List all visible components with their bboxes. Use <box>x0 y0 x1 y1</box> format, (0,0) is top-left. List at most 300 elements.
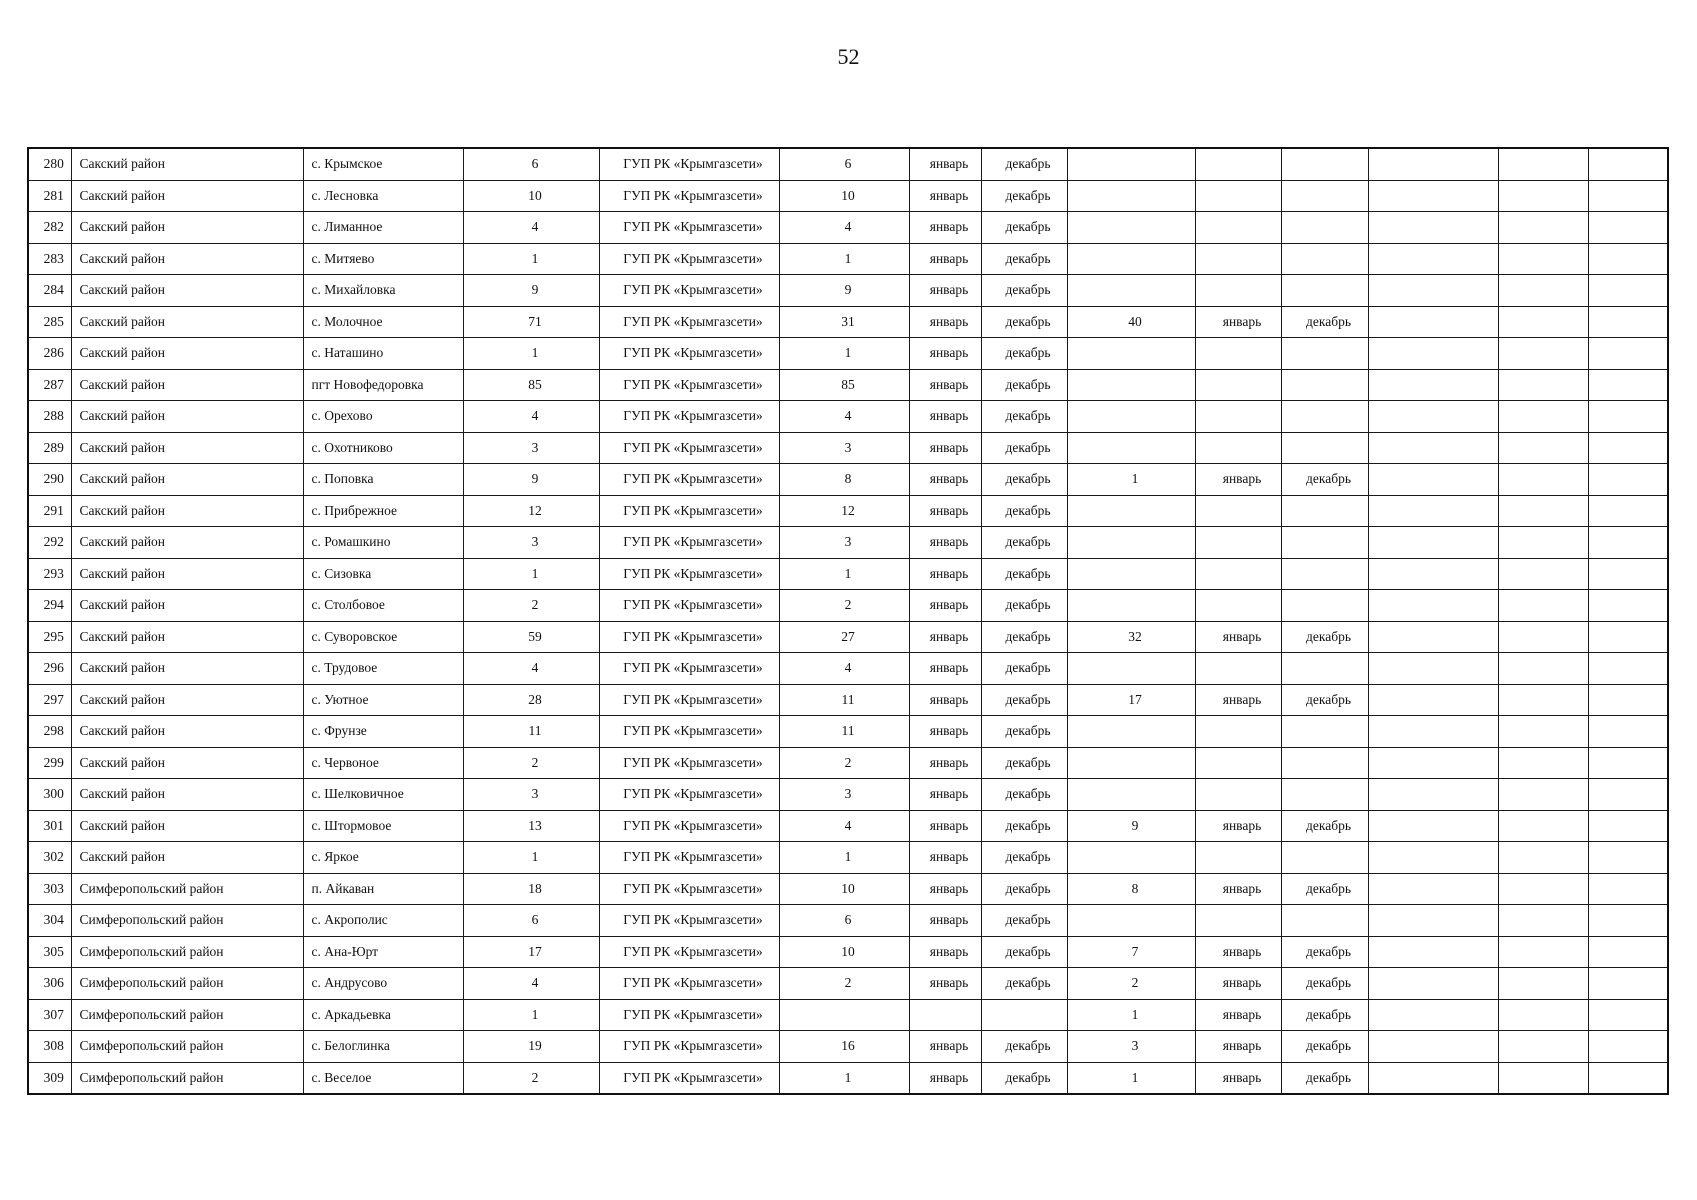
row-number-cell: 291 <box>28 495 71 527</box>
stage1-count-cell: 6 <box>779 905 909 937</box>
empty-cell <box>1588 275 1668 307</box>
empty-cell <box>1588 1062 1668 1094</box>
row-number-cell: 292 <box>28 527 71 559</box>
stage1-count-cell: 16 <box>779 1031 909 1063</box>
total-count-cell: 4 <box>463 212 599 244</box>
stage2-count-cell: 40 <box>1067 306 1195 338</box>
empty-cell <box>1368 1031 1498 1063</box>
empty-cell <box>1588 243 1668 275</box>
stage2-end-cell: декабрь <box>1281 873 1368 905</box>
total-count-cell: 11 <box>463 716 599 748</box>
settlement-cell: с. Акрополис <box>303 905 463 937</box>
empty-cell <box>1588 779 1668 811</box>
stage2-end-cell <box>1281 779 1368 811</box>
empty-cell <box>1588 180 1668 212</box>
empty-cell <box>1368 590 1498 622</box>
settlement-cell: с. Трудовое <box>303 653 463 685</box>
stage2-start-cell: январь <box>1195 873 1281 905</box>
stage1-end-cell: декабрь <box>981 558 1067 590</box>
empty-cell <box>1498 432 1588 464</box>
total-count-cell: 4 <box>463 401 599 433</box>
organization-cell: ГУП РК «Крымгазсети» <box>599 1031 779 1063</box>
stage2-count-cell <box>1067 243 1195 275</box>
total-count-cell: 9 <box>463 275 599 307</box>
stage2-end-cell <box>1281 716 1368 748</box>
district-cell: Сакский район <box>71 212 303 244</box>
stage1-count-cell: 2 <box>779 747 909 779</box>
table-row <box>28 779 1668 811</box>
stage2-end-cell: декабрь <box>1281 1062 1368 1094</box>
table-row <box>28 684 1668 716</box>
table-row <box>28 810 1668 842</box>
settlement-cell: с. Лесновка <box>303 180 463 212</box>
stage1-start-cell: январь <box>909 495 981 527</box>
stage1-end-cell: декабрь <box>981 936 1067 968</box>
stage2-end-cell <box>1281 369 1368 401</box>
settlement-cell: с. Белоглинка <box>303 1031 463 1063</box>
empty-cell <box>1498 621 1588 653</box>
empty-cell <box>1588 527 1668 559</box>
settlement-cell: с. Яркое <box>303 842 463 874</box>
settlement-cell: с. Суворовское <box>303 621 463 653</box>
row-number-cell: 306 <box>28 968 71 1000</box>
stage1-start-cell: январь <box>909 684 981 716</box>
stage2-count-cell <box>1067 369 1195 401</box>
stage1-start-cell: январь <box>909 432 981 464</box>
stage1-count-cell: 85 <box>779 369 909 401</box>
stage2-count-cell: 7 <box>1067 936 1195 968</box>
empty-cell <box>1588 148 1668 180</box>
stage1-end-cell: декабрь <box>981 842 1067 874</box>
stage2-end-cell <box>1281 432 1368 464</box>
stage1-start-cell: январь <box>909 401 981 433</box>
total-count-cell: 4 <box>463 653 599 685</box>
stage2-end-cell <box>1281 148 1368 180</box>
stage2-count-cell: 2 <box>1067 968 1195 1000</box>
table-row <box>28 590 1668 622</box>
stage1-count-cell: 9 <box>779 275 909 307</box>
empty-cell <box>1498 243 1588 275</box>
stage2-start-cell <box>1195 527 1281 559</box>
empty-cell <box>1498 212 1588 244</box>
empty-cell <box>1368 936 1498 968</box>
empty-cell <box>1368 180 1498 212</box>
empty-cell <box>1368 999 1498 1031</box>
plan-table <box>27 147 1669 1095</box>
empty-cell <box>1588 306 1668 338</box>
stage1-count-cell: 10 <box>779 936 909 968</box>
stage1-count-cell: 12 <box>779 495 909 527</box>
stage2-start-cell <box>1195 653 1281 685</box>
settlement-cell: с. Поповка <box>303 464 463 496</box>
empty-cell <box>1368 212 1498 244</box>
stage1-count-cell: 3 <box>779 527 909 559</box>
stage1-start-cell: январь <box>909 873 981 905</box>
district-cell: Сакский район <box>71 684 303 716</box>
organization-cell: ГУП РК «Крымгазсети» <box>599 779 779 811</box>
stage2-end-cell <box>1281 842 1368 874</box>
stage1-count-cell: 1 <box>779 558 909 590</box>
organization-cell: ГУП РК «Крымгазсети» <box>599 716 779 748</box>
empty-cell <box>1498 148 1588 180</box>
table-body <box>28 148 1668 1094</box>
district-cell: Сакский район <box>71 432 303 464</box>
stage1-start-cell: январь <box>909 306 981 338</box>
organization-cell: ГУП РК «Крымгазсети» <box>599 999 779 1031</box>
stage2-count-cell: 3 <box>1067 1031 1195 1063</box>
organization-cell: ГУП РК «Крымгазсети» <box>599 275 779 307</box>
stage2-end-cell <box>1281 590 1368 622</box>
empty-cell <box>1498 905 1588 937</box>
stage2-start-cell: январь <box>1195 1062 1281 1094</box>
stage1-count-cell: 1 <box>779 842 909 874</box>
row-number-cell: 294 <box>28 590 71 622</box>
stage2-end-cell: декабрь <box>1281 684 1368 716</box>
total-count-cell: 13 <box>463 810 599 842</box>
organization-cell: ГУП РК «Крымгазсети» <box>599 684 779 716</box>
table-row <box>28 401 1668 433</box>
stage2-start-cell <box>1195 905 1281 937</box>
stage1-end-cell: декабрь <box>981 873 1067 905</box>
stage1-end-cell: декабрь <box>981 243 1067 275</box>
empty-cell <box>1368 275 1498 307</box>
stage2-end-cell <box>1281 495 1368 527</box>
settlement-cell: с. Митяево <box>303 243 463 275</box>
stage2-start-cell <box>1195 180 1281 212</box>
table-row <box>28 936 1668 968</box>
stage2-start-cell <box>1195 716 1281 748</box>
total-count-cell: 10 <box>463 180 599 212</box>
stage2-end-cell <box>1281 558 1368 590</box>
row-number-cell: 285 <box>28 306 71 338</box>
empty-cell <box>1368 716 1498 748</box>
row-number-cell: 298 <box>28 716 71 748</box>
empty-cell <box>1368 684 1498 716</box>
district-cell: Сакский район <box>71 338 303 370</box>
settlement-cell: п. Айкаван <box>303 873 463 905</box>
table-row <box>28 243 1668 275</box>
table-row <box>28 338 1668 370</box>
stage1-end-cell: декабрь <box>981 338 1067 370</box>
settlement-cell: с. Столбовое <box>303 590 463 622</box>
empty-cell <box>1368 779 1498 811</box>
district-cell: Сакский район <box>71 495 303 527</box>
total-count-cell: 1 <box>463 338 599 370</box>
empty-cell <box>1588 495 1668 527</box>
row-number-cell: 296 <box>28 653 71 685</box>
empty-cell <box>1498 936 1588 968</box>
empty-cell <box>1588 905 1668 937</box>
empty-cell <box>1588 369 1668 401</box>
stage2-count-cell <box>1067 148 1195 180</box>
organization-cell: ГУП РК «Крымгазсети» <box>599 401 779 433</box>
stage1-count-cell: 10 <box>779 873 909 905</box>
stage2-end-cell <box>1281 338 1368 370</box>
stage1-start-cell: январь <box>909 842 981 874</box>
organization-cell: ГУП РК «Крымгазсети» <box>599 590 779 622</box>
stage1-start-cell: январь <box>909 747 981 779</box>
total-count-cell: 59 <box>463 621 599 653</box>
stage1-start-cell: январь <box>909 369 981 401</box>
stage2-start-cell: январь <box>1195 810 1281 842</box>
row-number-cell: 286 <box>28 338 71 370</box>
stage2-start-cell: январь <box>1195 464 1281 496</box>
organization-cell: ГУП РК «Крымгазсети» <box>599 338 779 370</box>
district-cell: Сакский район <box>71 810 303 842</box>
stage2-end-cell: декабрь <box>1281 621 1368 653</box>
organization-cell: ГУП РК «Крымгазсети» <box>599 212 779 244</box>
stage1-count-cell: 27 <box>779 621 909 653</box>
district-cell: Сакский район <box>71 148 303 180</box>
total-count-cell: 3 <box>463 779 599 811</box>
organization-cell: ГУП РК «Крымгазсети» <box>599 905 779 937</box>
stage1-end-cell: декабрь <box>981 716 1067 748</box>
stage1-start-cell: январь <box>909 275 981 307</box>
stage2-start-cell <box>1195 747 1281 779</box>
empty-cell <box>1498 369 1588 401</box>
empty-cell <box>1368 747 1498 779</box>
row-number-cell: 288 <box>28 401 71 433</box>
total-count-cell: 85 <box>463 369 599 401</box>
empty-cell <box>1368 527 1498 559</box>
stage1-count-cell <box>779 999 909 1031</box>
organization-cell: ГУП РК «Крымгазсети» <box>599 558 779 590</box>
organization-cell: ГУП РК «Крымгазсети» <box>599 653 779 685</box>
empty-cell <box>1498 527 1588 559</box>
empty-cell <box>1588 212 1668 244</box>
settlement-cell: с. Михайловка <box>303 275 463 307</box>
total-count-cell: 18 <box>463 873 599 905</box>
stage1-start-cell: январь <box>909 212 981 244</box>
stage1-start-cell: январь <box>909 716 981 748</box>
stage2-start-cell: январь <box>1195 968 1281 1000</box>
district-cell: Симферопольский район <box>71 999 303 1031</box>
district-cell: Сакский район <box>71 842 303 874</box>
total-count-cell: 3 <box>463 432 599 464</box>
stage1-count-cell: 1 <box>779 338 909 370</box>
total-count-cell: 6 <box>463 905 599 937</box>
empty-cell <box>1498 842 1588 874</box>
empty-cell <box>1498 306 1588 338</box>
empty-cell <box>1368 243 1498 275</box>
stage2-end-cell: декабрь <box>1281 1031 1368 1063</box>
stage1-count-cell: 1 <box>779 1062 909 1094</box>
empty-cell <box>1498 747 1588 779</box>
table-row <box>28 747 1668 779</box>
district-cell: Сакский район <box>71 401 303 433</box>
stage2-count-cell: 17 <box>1067 684 1195 716</box>
total-count-cell: 12 <box>463 495 599 527</box>
stage1-start-cell: январь <box>909 464 981 496</box>
district-cell: Симферопольский район <box>71 905 303 937</box>
total-count-cell: 71 <box>463 306 599 338</box>
stage2-end-cell: декабрь <box>1281 464 1368 496</box>
district-cell: Симферопольский район <box>71 1062 303 1094</box>
settlement-cell: с. Веселое <box>303 1062 463 1094</box>
stage2-end-cell <box>1281 653 1368 685</box>
table-row <box>28 148 1668 180</box>
total-count-cell: 1 <box>463 243 599 275</box>
organization-cell: ГУП РК «Крымгазсети» <box>599 810 779 842</box>
empty-cell <box>1368 810 1498 842</box>
empty-cell <box>1498 464 1588 496</box>
district-cell: Сакский район <box>71 243 303 275</box>
stage2-count-cell <box>1067 527 1195 559</box>
empty-cell <box>1498 180 1588 212</box>
stage1-start-cell: январь <box>909 653 981 685</box>
page-number: 52 <box>837 44 860 69</box>
empty-cell <box>1368 842 1498 874</box>
settlement-cell: с. Шелковичное <box>303 779 463 811</box>
stage1-count-cell: 6 <box>779 148 909 180</box>
stage2-end-cell: декабрь <box>1281 306 1368 338</box>
empty-cell <box>1498 558 1588 590</box>
stage1-end-cell: декабрь <box>981 306 1067 338</box>
organization-cell: ГУП РК «Крымгазсети» <box>599 527 779 559</box>
row-number-cell: 301 <box>28 810 71 842</box>
organization-cell: ГУП РК «Крымгазсети» <box>599 1062 779 1094</box>
stage1-end-cell: декабрь <box>981 590 1067 622</box>
settlement-cell: с. Ана-Юрт <box>303 936 463 968</box>
row-number-cell: 284 <box>28 275 71 307</box>
empty-cell <box>1588 936 1668 968</box>
organization-cell: ГУП РК «Крымгазсети» <box>599 621 779 653</box>
stage2-end-cell <box>1281 275 1368 307</box>
stage2-count-cell <box>1067 558 1195 590</box>
stage2-start-cell: январь <box>1195 936 1281 968</box>
empty-cell <box>1368 306 1498 338</box>
organization-cell: ГУП РК «Крымгазсети» <box>599 243 779 275</box>
row-number-cell: 287 <box>28 369 71 401</box>
stage2-count-cell <box>1067 338 1195 370</box>
stage1-start-cell: январь <box>909 1031 981 1063</box>
settlement-cell: с. Фрунзе <box>303 716 463 748</box>
organization-cell: ГУП РК «Крымгазсети» <box>599 495 779 527</box>
row-number-cell: 289 <box>28 432 71 464</box>
stage2-end-cell <box>1281 527 1368 559</box>
stage1-end-cell: декабрь <box>981 527 1067 559</box>
stage2-end-cell: декабрь <box>1281 810 1368 842</box>
stage2-end-cell: декабрь <box>1281 968 1368 1000</box>
empty-cell <box>1368 873 1498 905</box>
stage2-count-cell <box>1067 212 1195 244</box>
stage2-count-cell <box>1067 590 1195 622</box>
district-cell: Симферопольский район <box>71 1031 303 1063</box>
settlement-cell: с. Аркадьевка <box>303 999 463 1031</box>
organization-cell: ГУП РК «Крымгазсети» <box>599 936 779 968</box>
empty-cell <box>1588 999 1668 1031</box>
empty-cell <box>1368 464 1498 496</box>
table-row <box>28 653 1668 685</box>
stage1-end-cell: декабрь <box>981 148 1067 180</box>
table-row <box>28 968 1668 1000</box>
district-cell: Сакский район <box>71 653 303 685</box>
total-count-cell: 1 <box>463 558 599 590</box>
empty-cell <box>1588 810 1668 842</box>
table-row <box>28 180 1668 212</box>
row-number-cell: 308 <box>28 1031 71 1063</box>
stage1-count-cell: 4 <box>779 653 909 685</box>
stage2-count-cell: 32 <box>1067 621 1195 653</box>
empty-cell <box>1368 558 1498 590</box>
organization-cell: ГУП РК «Крымгазсети» <box>599 369 779 401</box>
empty-cell <box>1368 432 1498 464</box>
stage1-end-cell: декабрь <box>981 621 1067 653</box>
stage1-start-cell: январь <box>909 180 981 212</box>
total-count-cell: 2 <box>463 1062 599 1094</box>
empty-cell <box>1498 1031 1588 1063</box>
stage2-start-cell <box>1195 212 1281 244</box>
stage1-count-cell: 11 <box>779 684 909 716</box>
stage2-count-cell <box>1067 747 1195 779</box>
stage2-count-cell: 1 <box>1067 999 1195 1031</box>
organization-cell: ГУП РК «Крымгазсети» <box>599 873 779 905</box>
total-count-cell: 1 <box>463 842 599 874</box>
empty-cell <box>1368 369 1498 401</box>
stage1-start-cell: январь <box>909 527 981 559</box>
settlement-cell: с. Крымское <box>303 148 463 180</box>
row-number-cell: 303 <box>28 873 71 905</box>
stage1-count-cell: 4 <box>779 212 909 244</box>
stage1-end-cell: декабрь <box>981 779 1067 811</box>
stage2-start-cell <box>1195 275 1281 307</box>
stage1-count-cell: 4 <box>779 401 909 433</box>
table-row <box>28 212 1668 244</box>
empty-cell <box>1588 338 1668 370</box>
row-number-cell: 282 <box>28 212 71 244</box>
empty-cell <box>1368 338 1498 370</box>
settlement-cell: с. Андрусово <box>303 968 463 1000</box>
empty-cell <box>1368 148 1498 180</box>
stage2-start-cell: январь <box>1195 621 1281 653</box>
empty-cell <box>1368 1062 1498 1094</box>
stage1-start-cell: январь <box>909 590 981 622</box>
settlement-cell: с. Сизовка <box>303 558 463 590</box>
stage2-end-cell <box>1281 905 1368 937</box>
organization-cell: ГУП РК «Крымгазсети» <box>599 306 779 338</box>
empty-cell <box>1588 684 1668 716</box>
empty-cell <box>1588 842 1668 874</box>
total-count-cell: 2 <box>463 747 599 779</box>
table-row <box>28 369 1668 401</box>
empty-cell <box>1588 1031 1668 1063</box>
organization-cell: ГУП РК «Крымгазсети» <box>599 747 779 779</box>
stage2-start-cell: январь <box>1195 306 1281 338</box>
settlement-cell: с. Лиманное <box>303 212 463 244</box>
total-count-cell: 4 <box>463 968 599 1000</box>
district-cell: Сакский район <box>71 306 303 338</box>
row-number-cell: 283 <box>28 243 71 275</box>
stage1-count-cell: 3 <box>779 432 909 464</box>
stage2-count-cell <box>1067 779 1195 811</box>
stage1-end-cell: декабрь <box>981 905 1067 937</box>
total-count-cell: 9 <box>463 464 599 496</box>
district-cell: Сакский район <box>71 369 303 401</box>
row-number-cell: 295 <box>28 621 71 653</box>
stage1-count-cell: 10 <box>779 180 909 212</box>
stage1-end-cell: декабрь <box>981 747 1067 779</box>
stage1-end-cell: декабрь <box>981 275 1067 307</box>
empty-cell <box>1588 401 1668 433</box>
empty-cell <box>1588 968 1668 1000</box>
empty-cell <box>1498 873 1588 905</box>
stage2-count-cell <box>1067 275 1195 307</box>
empty-cell <box>1498 779 1588 811</box>
empty-cell <box>1588 747 1668 779</box>
district-cell: Симферопольский район <box>71 968 303 1000</box>
district-cell: Сакский район <box>71 464 303 496</box>
district-cell: Сакский район <box>71 275 303 307</box>
